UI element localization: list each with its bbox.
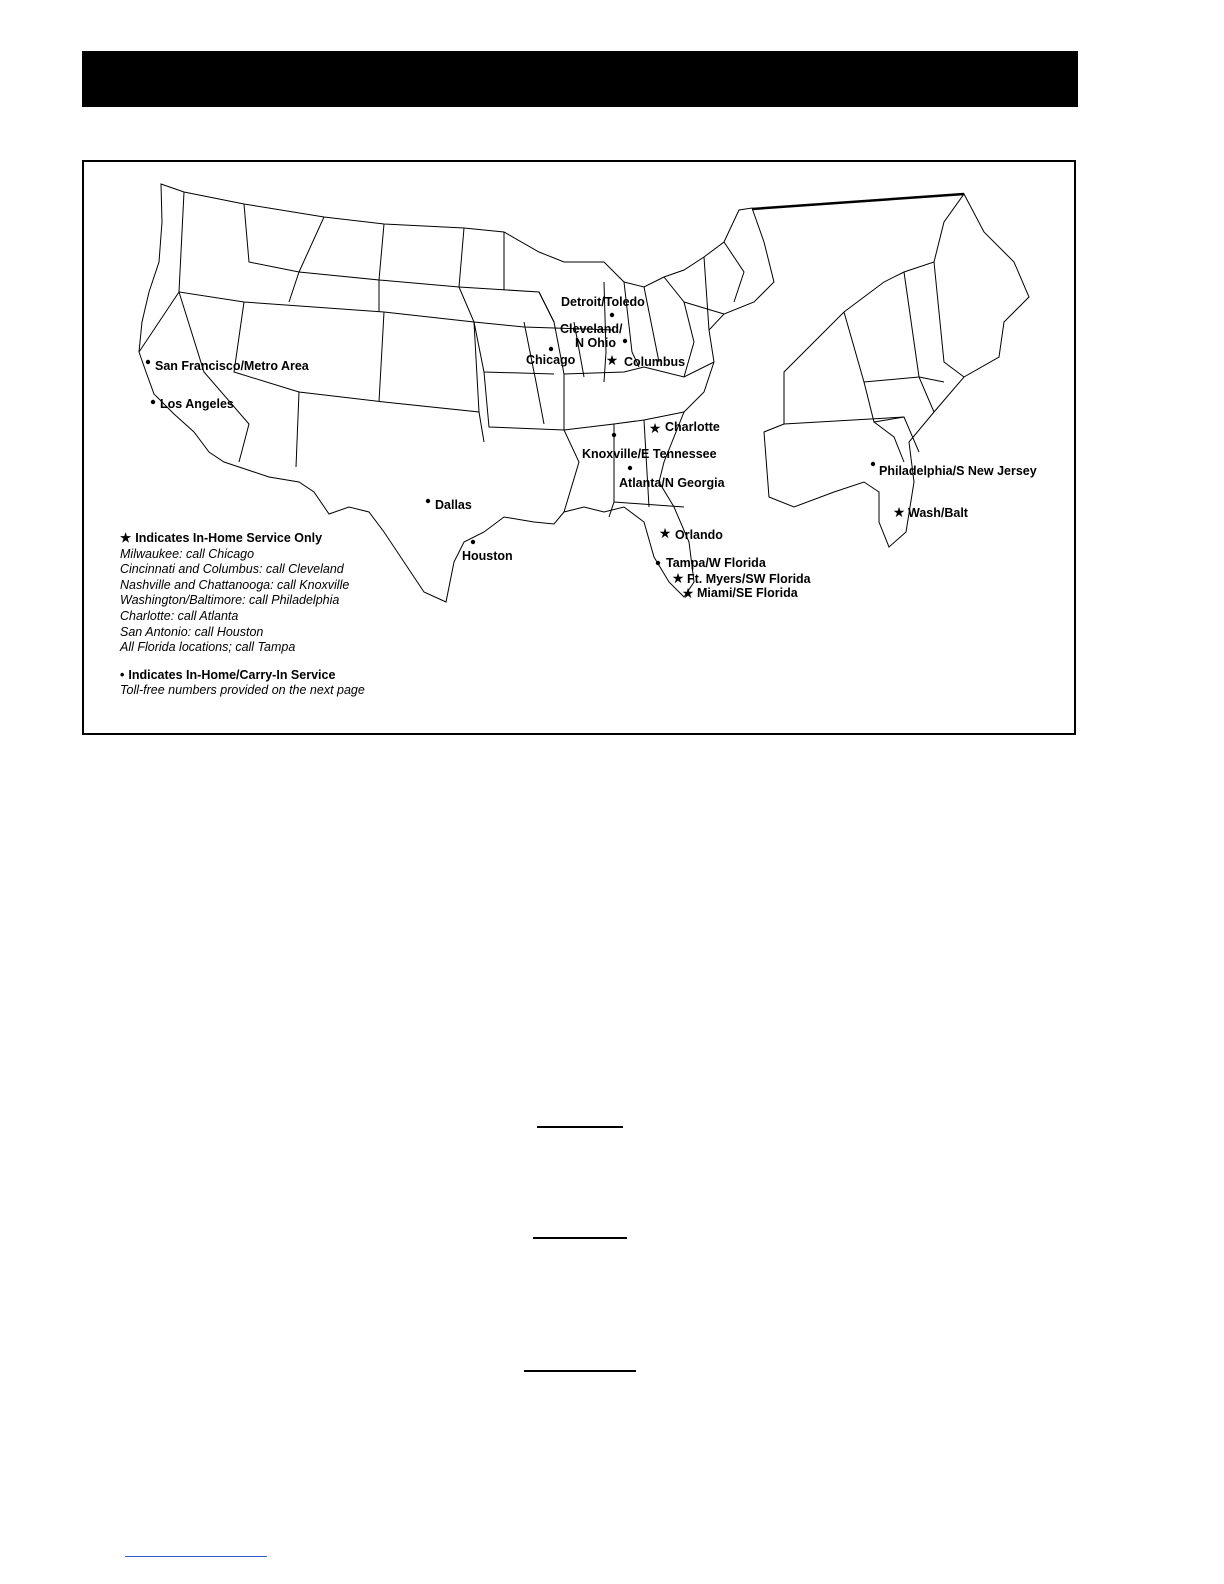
legend-note: All Florida locations; call Tampa (120, 640, 296, 655)
city-label-san-francisco: San Francisco/Metro Area (155, 359, 309, 373)
legend-dot-note: Toll-free numbers provided on the next page (120, 683, 365, 698)
legend-note: Washington/Baltimore: call Philadelphia (120, 593, 340, 608)
city-dot-marker (623, 339, 627, 343)
northeast-inset (764, 194, 1029, 547)
star-icon: ★ (120, 531, 132, 545)
city-dot-marker (426, 499, 430, 503)
legend-note: Charlotte: call Atlanta (120, 608, 239, 623)
city-label-columbus: Columbus (624, 355, 686, 369)
city-dot-marker (146, 360, 150, 364)
city-label-miami: Miami/SE Florida (697, 586, 798, 600)
city-label-orlando: Orlando (675, 528, 723, 542)
city-star-marker: ★ (671, 571, 685, 587)
legend-dot-heading: • Indicates In-Home/Carry-In Service (120, 667, 336, 682)
service-map (82, 160, 1076, 735)
city-dot-marker (871, 462, 875, 466)
map-legend (120, 531, 365, 699)
footer-link-underline[interactable] (125, 1556, 267, 1557)
city-star-marker: ★ (892, 505, 906, 521)
city-label-detroit: Detroit/Toledo (561, 295, 645, 309)
city-label-charlotte: Charlotte (665, 420, 720, 434)
city-dot-marker (612, 433, 616, 437)
underline-rule-2 (533, 1237, 627, 1239)
city-dot-marker (471, 540, 475, 544)
city-label-dallas: Dallas (435, 498, 472, 512)
dot-icon: • (120, 667, 125, 682)
city-dot-marker (549, 347, 553, 351)
city-label-philadelphia: Philadelphia/S New Jersey (879, 464, 1037, 478)
city-label-atlanta: Atlanta/N Georgia (619, 476, 725, 490)
city-star-marker: ★ (648, 421, 662, 437)
city-label-houston: Houston (462, 549, 513, 563)
city-label-tampa: Tampa/W Florida (666, 556, 766, 570)
legend-note: Nashville and Chattanooga: call Knoxville (120, 577, 350, 592)
city-label-los-angeles: Los Angeles (160, 397, 234, 411)
city-label-n-ohio: N Ohio (575, 336, 616, 350)
city-label-ft-myers: Ft. Myers/SW Florida (687, 572, 811, 586)
city-star-marker: ★ (605, 353, 619, 369)
underline-rule-3 (524, 1370, 636, 1372)
city-label-chicago: Chicago (526, 353, 576, 367)
legend-note: San Antonio: call Houston (120, 624, 264, 639)
legend-star-heading: ★ Indicates In-Home Service Only (120, 531, 323, 545)
city-dot-marker (628, 466, 632, 470)
legend-note: Cincinnati and Columbus: call Cleveland (120, 562, 344, 577)
city-star-marker: ★ (681, 586, 695, 602)
city-dot-marker (610, 313, 614, 317)
legend-note: Milwaukee: call Chicago (120, 546, 255, 561)
city-dot-marker (656, 561, 660, 565)
header-bar (82, 51, 1078, 107)
city-dot-marker (151, 400, 155, 404)
city-star-marker: ★ (658, 526, 672, 542)
city-label-cleveland: Cleveland/ (560, 322, 623, 336)
underline-rule-1 (537, 1126, 623, 1128)
city-label-wash-balt: Wash/Balt (908, 506, 968, 520)
city-label-knoxville: Knoxville/E Tennessee (582, 447, 717, 461)
